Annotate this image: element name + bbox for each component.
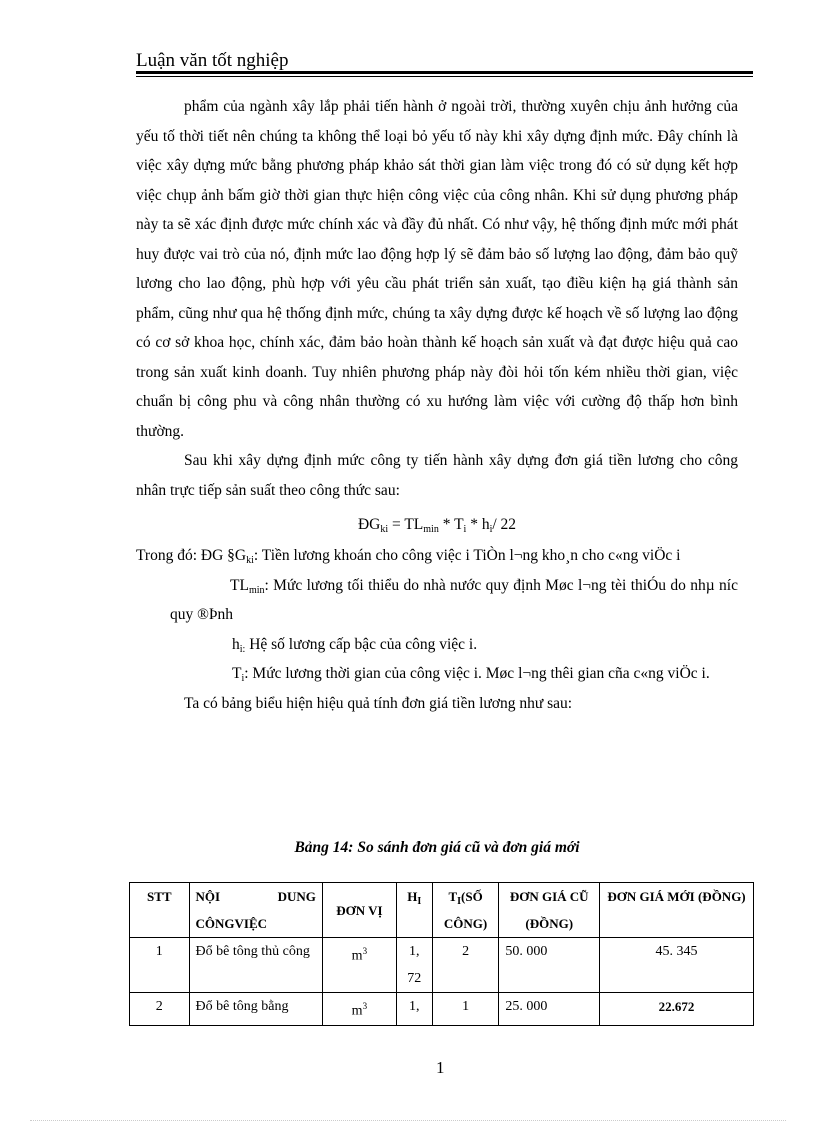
cell-don-gia-moi: 45. 345	[600, 938, 754, 993]
def-t-sub: i	[241, 673, 245, 684]
table-header-row	[130, 883, 754, 938]
def-tl-label: TL	[230, 576, 249, 594]
header-rule-thick	[136, 71, 753, 74]
definition-h	[136, 630, 738, 660]
cell-don-vi-unit: m	[351, 1003, 363, 1019]
def-h-sub: i:	[239, 643, 246, 655]
header-rule-thin	[136, 76, 753, 77]
col-h-label: H	[407, 889, 418, 904]
def-tl-text: : Mức lương tối thiểu do nhà nước quy định Møc l¬ng tèi thiÓu do nhµ níc quy ®Þnh	[170, 576, 738, 623]
table-row	[130, 993, 754, 1026]
def-dg-label: Trong đó: ĐG §G	[136, 547, 247, 564]
col-t-rest: (SỐ CÔNG)	[443, 889, 488, 931]
def-dg-text: : Tiền lương khoán cho công việc i TiÒn l¬ng kho¸n cho c«ng viÖc i	[253, 547, 681, 564]
formula-t-sub: i	[463, 524, 467, 535]
cell-don-gia-cu: 25. 000	[499, 993, 600, 1026]
formula-t: * T	[438, 516, 464, 533]
col-noi-dung: NỘI DUNG CÔNGVIỆC	[189, 883, 322, 938]
formula-lhs-sub: ki	[380, 524, 389, 535]
page-number: 1	[436, 1058, 445, 1077]
def-t-label: T	[232, 665, 242, 682]
cell-don-vi-sup: 3	[362, 1001, 368, 1011]
def-h-text: Hệ số lương cấp bậc của công việc i.	[245, 635, 478, 653]
formula-rest: / 22	[492, 516, 517, 533]
cell-t: 1	[432, 993, 499, 1026]
cell-don-vi	[322, 938, 396, 993]
cell-h: 1, 72	[396, 938, 432, 993]
definition-dg	[136, 541, 738, 571]
bottom-dotted-line	[30, 1120, 786, 1121]
col-don-gia-cu: ĐƠN GIÁ CŨ (ĐỒNG)	[499, 883, 600, 938]
page-header-title: Luận văn tốt nghiệp	[136, 50, 289, 71]
definition-tl	[136, 571, 738, 630]
cell-t: 2	[432, 938, 499, 993]
cell-noi-dung: Đổ bê tông thủ công	[189, 938, 322, 993]
definition-t	[136, 659, 738, 689]
formula-lhs: ĐG	[357, 516, 381, 533]
cell-stt: 2	[130, 993, 190, 1026]
col-stt: STT	[130, 883, 190, 938]
document-body	[136, 92, 738, 718]
cell-don-gia-moi: 22.672	[600, 993, 754, 1026]
cell-h: 1,	[396, 993, 432, 1026]
cell-don-vi	[322, 993, 396, 1026]
cell-don-gia-cu: 50. 000	[499, 938, 600, 993]
formula-tl-sub: min	[423, 524, 439, 535]
col-h-sub: I	[417, 896, 422, 907]
def-t-text: : Mức lương thời gian của công việc i. Møc l¬ng thêi gian cña c«ng viÖc i.	[244, 665, 710, 682]
def-tl-sub: min	[248, 584, 265, 596]
wage-formula	[136, 509, 738, 541]
paragraph-2: Sau khi xây dựng định mức công ty tiến hành xây dựng đơn giá tiền lương cho công nhân trực tiếp sản suất theo công thức sau:	[136, 452, 738, 499]
formula-h-sub: i	[489, 524, 493, 535]
formula-eq: = TL	[388, 516, 424, 533]
table-intro: Ta có bảng biểu hiện hiệu quả tính đơn giá tiền lương như sau:	[184, 694, 573, 712]
table-row	[130, 938, 754, 993]
def-dg-sub: ki	[246, 555, 254, 566]
formula-h: * h	[466, 516, 490, 533]
col-t-label: T	[448, 889, 458, 904]
col-t	[432, 883, 499, 938]
cell-don-vi-sup: 3	[362, 946, 368, 956]
col-don-vi: ĐƠN VỊ	[322, 883, 396, 938]
cell-don-vi-unit: m	[351, 948, 363, 964]
col-don-gia-moi: ĐƠN GIÁ MỚI (ĐỒNG)	[600, 883, 754, 938]
cell-stt: 1	[130, 938, 190, 993]
def-h-label: h	[232, 635, 240, 653]
col-t-sub: I	[457, 896, 462, 907]
table-caption: Bảng 14: So sánh đơn giá cũ và đơn giá mới	[294, 839, 580, 856]
cell-noi-dung: Đổ bê tông bằng	[189, 993, 322, 1026]
wage-comparison-table	[129, 882, 754, 1026]
col-h	[396, 883, 432, 938]
paragraph-1: phẩm của ngành xây lắp phải tiến hành ở ngoài trời, thường xuyên chịu ảnh hưởng của yếu tố thời tiết nên chúng ta không thể loại bỏ yếu tố này khi xây dựng định mức. Đây chính là việc xây dựng mức bằng phương pháp khảo sát thời gian làm việc trong đó có sử dụng kết hợp việc chụp ảnh bấm giờ thời gian thực hiện công việc của công nhân. Khi sử dụng phương pháp này ta sẽ xác định được mức chính xác và đầy đủ nhất. Có như vậy, hệ thống định mức mới phát huy được vai trò của nó, định mức lao động hợp lý sẽ đảm bảo số lượng lao động, đảm bảo quỹ lương cho lao động, phù hợp với yêu cầu phát triển sản xuất, tạo điều kiện hạ giá thành sản phẩm, cũng như qua hệ thống định mức, chúng ta xây dựng được kế hoạch về số lượng lao động có cơ sở khoa học, chính xác, đảm bảo hoàn thành kế hoạch sản xuất và đạt được hiệu quả cao trong sản xuất kinh doanh. Tuy nhiên phương pháp này đòi hỏi tốn kém nhiều thời gian, việc chuẩn bị công phu và công nhân thường có xu hướng làm việc với cường độ thấp hơn bình thường.	[136, 98, 738, 440]
